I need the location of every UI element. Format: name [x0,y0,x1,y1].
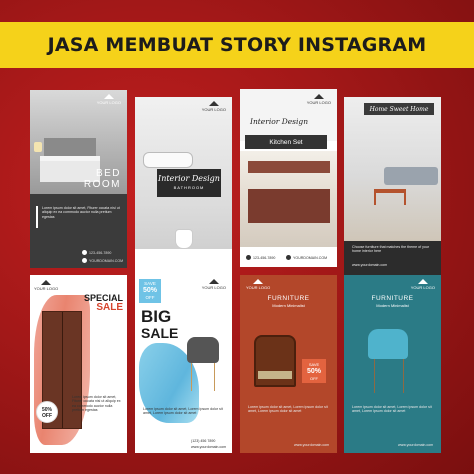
site-text: www.yourdomain.com [352,263,388,267]
armchair-shape [254,335,296,387]
card-title: FURNITURE [371,295,414,302]
discount-badge [302,359,326,383]
story-card-furniture-teal[interactable] [344,275,441,453]
phone-icon [246,255,251,260]
logo [34,280,58,291]
body-text: Lorem ipsum dolor sit amet, Fiturer occata nisi ut aliquip ex ea commodo auctor nulla pretium egestas [72,395,121,413]
site-text: YOURDOMAIN.COM [89,258,124,263]
globe-icon [82,258,87,263]
phone-row [246,255,275,260]
logo-text: YOUR LOGO [34,286,59,291]
phone-text: (123) 456 7890 [191,439,216,443]
discount-badge [36,401,58,423]
heading-line-1: SPECIAL [83,293,123,303]
sale-heading [141,309,178,341]
title-line-2: ROOM [83,179,121,190]
chair-shape [368,329,408,359]
save-pct: 50% [142,287,157,294]
furniture-heading [344,295,441,308]
story-card-bedroom[interactable] [30,90,127,268]
story-card-big-sale[interactable] [135,275,232,453]
body-text: Lorem ipsum dolor sit amet, Lorem ipsum dolor sit amet, Lorem ipsum dolor sit amet [352,405,432,414]
card-subtitle: BATHROOM [173,185,205,190]
body-text: Choose furniture that matches the theme of your home interior here [352,245,430,254]
logo-text: YOUR LOGO [201,285,226,290]
logo [307,94,331,105]
site-row [191,445,226,449]
story-card-special-sale[interactable] [30,275,127,453]
accent-bar [36,206,38,228]
furniture-heading [240,295,337,308]
seat-cushion-shape [258,371,292,379]
title-banner [0,22,474,68]
title-line-1: BED [95,168,121,179]
toilet-shape [175,229,193,249]
lower-cabinet-shape [248,189,330,223]
sale-heading [84,293,123,313]
badge-off: OFF [310,376,318,381]
mountain-logo-icon [41,280,51,285]
title-band [157,169,221,197]
save-label: SAVE [308,362,320,367]
logo-text: YOUR LOGO [96,100,121,105]
body-text: Lorem ipsum dolor sit amet, Lorem ipsum dolor sit amet, Lorem ipsum dolor sit amet [248,405,328,414]
site-text: YOURDOMAIN.COM [293,255,328,260]
sofa-shape [384,167,438,185]
banner-title: JASA MEMBUAT STORY INSTAGRAM [47,34,427,56]
body-text: Lorem ipsum dolor sit amet, Lorem ipsum dolor sit amet, Lorem ipsum dolor sit amet [143,407,223,416]
save-label: SAVE [144,281,156,286]
body-text: Lorem ipsum dolor sit amet, Fiturer occata nisi ut aliquip ex ea commodo auctor nulla pretium egestas [42,206,120,219]
chair-legs-shape [191,363,215,391]
logo [246,279,270,290]
site-text: www.yourdomain.com [398,443,434,447]
story-card-furniture-orange[interactable] [240,275,337,453]
logo [202,101,226,112]
heading-line-2: SALE [141,325,179,341]
site-text: www.yourdomain.com [191,445,227,449]
mountain-logo-icon [104,94,114,99]
bathtub-shape [143,152,193,168]
heading-line-2: SALE [96,302,123,313]
badge-pct: 50% [306,368,321,375]
card-subtitle: Modern Minimalist [376,303,409,308]
mountain-logo-icon [314,94,324,99]
save-badge [139,279,161,303]
phone-icon [82,250,87,255]
badge-pct: 50% [41,407,52,413]
mountain-logo-icon [209,279,219,284]
card-title [84,168,121,190]
phone-row [191,439,215,443]
card-title: Home Sweet Home [364,103,434,115]
save-off: OFF [145,295,155,300]
mountain-logo-icon [418,279,428,284]
upper-cabinet-shape [248,161,330,173]
phone-text: 123-456-7890 [89,250,112,255]
logo-text: YOUR LOGO [306,100,331,105]
badge-off: OFF [42,413,52,419]
mountain-logo-icon [253,279,263,284]
logo [97,94,121,105]
story-card-kitchen[interactable] [240,89,337,267]
mountain-logo-icon [209,101,219,106]
logo-text: YOUR LOGO [410,285,435,290]
chair-legs-shape [374,359,404,393]
headboard-shape [44,138,96,158]
phone-text: 123-456-7890 [253,255,276,260]
logo [202,279,226,290]
site-row [82,258,123,263]
card-title: FURNITURE [267,295,310,302]
story-card-bathroom[interactable] [135,97,232,275]
chair-shape [187,337,219,363]
lamp-shape [34,142,42,152]
story-card-home[interactable] [344,97,441,275]
card-subtitle: Modern Minimalist [272,303,305,308]
logo-text: YOUR LOGO [201,107,226,112]
card-title: Interior Design [250,117,309,126]
table-shape [374,189,406,205]
kitchen-band: Kitchen Set [245,135,327,149]
phone-row [82,250,111,255]
globe-icon [286,255,291,260]
site-text: www.yourdomain.com [294,443,330,447]
site-row [286,255,327,260]
footer-strip [135,249,232,275]
logo [411,279,435,290]
heading-line-1: BIG [141,307,172,326]
card-title: Interior Design [158,174,220,183]
logo-text: YOUR LOGO [246,285,271,290]
